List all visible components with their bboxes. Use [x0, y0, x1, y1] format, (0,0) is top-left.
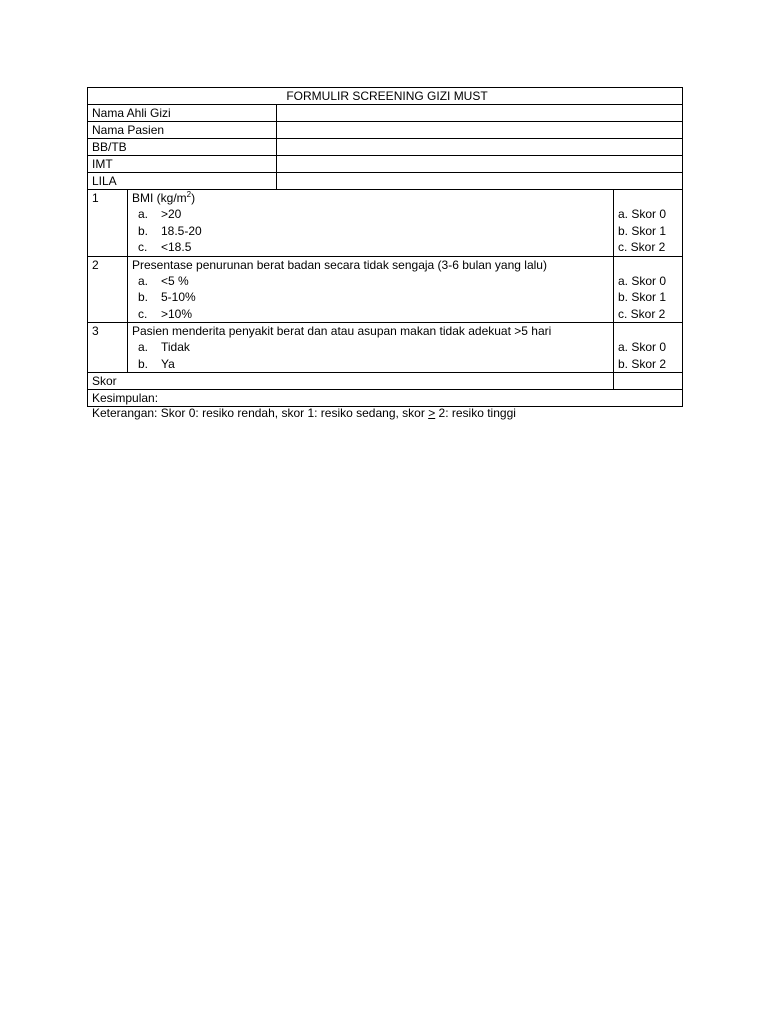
score-cell	[614, 323, 683, 373]
field-label: Nama Ahli Gizi	[88, 105, 277, 122]
field-value[interactable]	[277, 139, 683, 156]
skor-label: Skor	[88, 373, 614, 390]
score-item: b. Skor 2	[618, 356, 667, 371]
kesimpulan-label[interactable]: Kesimpulan:	[88, 390, 683, 407]
question-number: 2	[88, 256, 128, 323]
score-list	[618, 273, 682, 323]
score-item: a. Skor 0	[618, 340, 667, 354]
field-value[interactable]	[277, 173, 683, 190]
option-item: c. >10%	[138, 306, 193, 321]
option-item: b. Ya	[138, 356, 175, 371]
question-row	[88, 190, 683, 257]
question-body	[128, 256, 614, 323]
field-row	[88, 156, 683, 173]
score-list	[618, 339, 682, 372]
option-list	[132, 339, 613, 372]
field-value[interactable]	[277, 122, 683, 139]
field-label: LILA	[88, 173, 277, 190]
score-item: c. Skor 2	[618, 306, 666, 321]
option-item: a. >20	[138, 207, 182, 221]
field-row	[88, 105, 683, 122]
score-item: b. Skor 1	[618, 290, 667, 304]
field-row	[88, 122, 683, 139]
score-item: a. Skor 0	[618, 273, 667, 288]
question-number: 3	[88, 323, 128, 373]
option-item: b. 5-10%	[138, 290, 196, 304]
kesimpulan-row	[88, 390, 683, 407]
option-item: c. <18.5	[138, 240, 192, 254]
option-list	[132, 273, 613, 323]
score-cell	[614, 256, 683, 323]
field-value[interactable]	[277, 105, 683, 122]
question-title: BMI $(kg/m^2)$	[132, 190, 196, 205]
field-row	[88, 173, 683, 190]
option-item: a. Tidak	[138, 340, 190, 354]
field-row	[88, 139, 683, 156]
question-body	[128, 323, 614, 373]
field-label: BB/TB	[88, 139, 277, 156]
score-item: a. Skor 0	[618, 207, 667, 221]
option-item: b. 18.5-20	[138, 223, 202, 238]
screening-form-table	[87, 87, 683, 407]
question-row	[88, 256, 683, 323]
skor-row	[88, 373, 683, 390]
footnote-keterangan: Keterangan: Skor 0: resiko rendah, skor 1: resiko sedang, skor > 2: resiko tinggi	[92, 406, 516, 420]
question-title: Pasien menderita penyakit berat dan atau asupan makan tidak adekuat >5 hari	[132, 324, 552, 338]
field-label: Nama Pasien	[88, 122, 277, 139]
score-cell	[614, 190, 683, 257]
form-title: FORMULIR SCREENING GIZI MUST	[88, 88, 683, 105]
question-body	[128, 190, 614, 257]
score-item: c. Skor 2	[618, 240, 666, 254]
field-label: IMT	[88, 156, 277, 173]
score-list	[618, 206, 682, 256]
question-row	[88, 323, 683, 373]
question-number: 1	[88, 190, 128, 257]
skor-value[interactable]	[614, 373, 683, 390]
option-item: a. <5 %	[138, 273, 189, 288]
question-title: Presentase penurunan berat badan secara tidak sengaja (3-6 bulan yang lalu)	[132, 257, 547, 272]
field-value[interactable]	[277, 156, 683, 173]
score-item: b. Skor 1	[618, 223, 667, 238]
option-list	[132, 206, 613, 256]
